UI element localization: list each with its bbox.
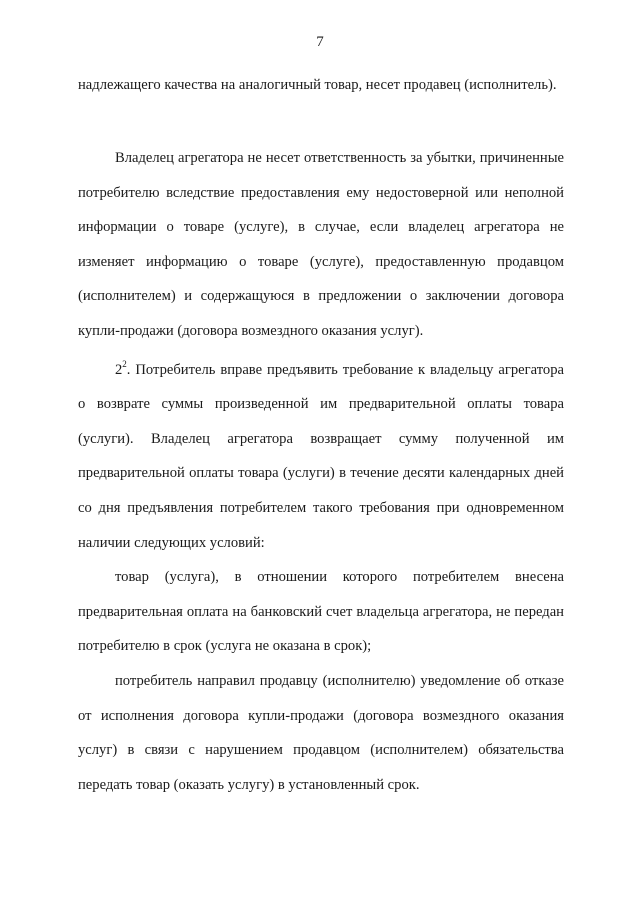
paragraph-continuation: надлежащего качества на аналогичный товар, несет продавец (исполнитель). [78, 77, 557, 93]
page-number: 7 [316, 34, 324, 50]
document-body [78, 68, 564, 802]
paragraph-refund-requirement [78, 353, 564, 561]
paragraph-condition-not-delivered: товар (услуга), в отношении которого потребителем внесена предварительная оплата на банковский счет владельца агрегатора, не передан потребителю в срок (услуга не оказана в срок); [78, 569, 564, 655]
clause-text: Потребитель вправе предъявить требование к владельцу агрегатора о возврате суммы произведенной им предварительной оплаты товара (услуги). Владелец агрегатора возвращает сумму полученной им предварительной оплаты товара (услуги) в течение десяти календарных дней со дня предъявления потребителем такого требования при одновременном наличии следующих условий: [78, 361, 564, 551]
paragraph-condition-notice: потребитель направил продавцу (исполнителю) уведомление об отказе от исполнения договора купли-продажи (договора возмездного оказания услуг) в связи с нарушением продавцом (исполнителем) обязательства передать товар (оказать услугу) в установленный срок. [78, 672, 564, 793]
clause-number: $2^2$. [115, 358, 131, 378]
paragraph-aggregator-liability: Владелец агрегатора не несет ответственность за убытки, причиненные потребителю вследствие предоставления ему недостоверной или неполной информации о товаре (услуге), в случае, если владелец агрегатора не изменяет информацию о товаре (услуге), предоставленную продавцом (исполнителем) и содержащуюся в предложении о заключении договора купли-продажи (договора возмездного оказания услуг). [78, 150, 564, 339]
